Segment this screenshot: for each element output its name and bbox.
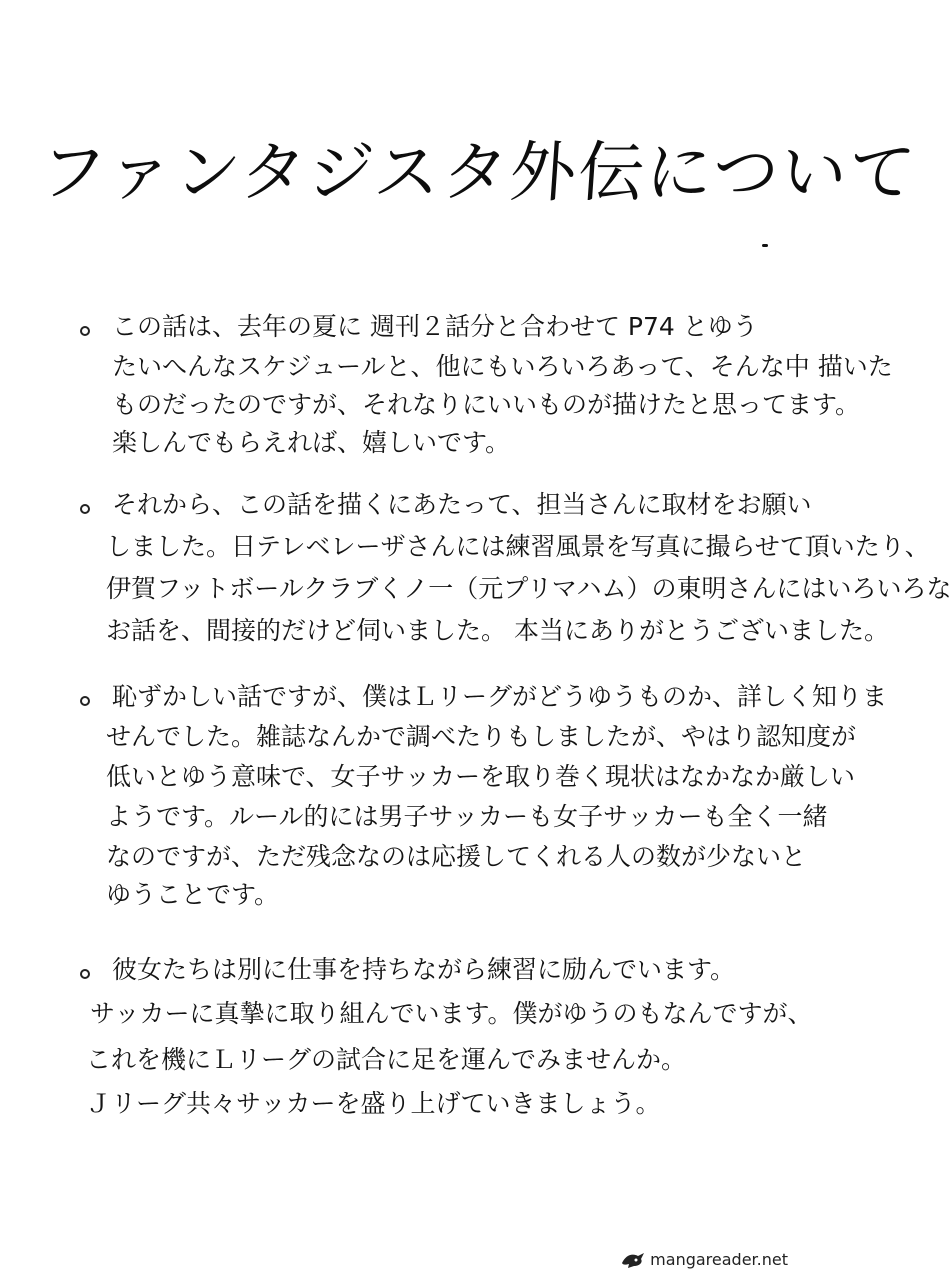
paragraph-line: 楽しんでもらえれば、嬉しいです。: [112, 428, 511, 457]
paragraph-line: 低いとゆう意味で、女子サッカーを取り巻く現状はなかなか厳しい: [106, 762, 856, 791]
paragraph-line: 伊賀フットボールクラブくノ一（元プリマハム）の東明さんにはいろいろな: [106, 574, 952, 603]
paragraph-line: これを機にＬリーグの試合に足を運んでみませんか。: [86, 1045, 687, 1074]
title-period: [762, 244, 768, 247]
bullet-icon: [80, 696, 90, 706]
paragraph-line: 彼女たちは別に仕事を持ちながら練習に励んでいます。: [112, 955, 736, 984]
bullet-icon: [80, 326, 90, 336]
mangareader-logo-icon: [620, 1251, 646, 1269]
paragraph-line: この話は、去年の夏に 週刊２話分と合わせて P74 とゆう: [112, 312, 758, 341]
page-title: ファンタジスタ外伝について: [37, 134, 920, 211]
bullet-icon: [80, 504, 90, 514]
watermark: [620, 1250, 788, 1269]
paragraph-line: 恥ずかしい話ですが、僕はＬリーグがどうゆうものか、詳しく知りま: [112, 682, 888, 711]
paragraph-line: ようです。ルール的には男子サッカーも女子サッカーも全く一緒: [106, 802, 828, 831]
paragraph-line: ものだったのですが、それなりにいいものが描けたと思ってます。: [112, 390, 861, 419]
paragraph-line: サッカーに真摯に取り組んでいます。僕がゆうのもなんですが、: [90, 999, 813, 1028]
paragraph-line: Ｊリーグ共々サッカーを盛り上げていきましょう。: [86, 1089, 661, 1118]
paragraph-line: ゆうことです。: [106, 880, 280, 909]
paragraph-line: せんでした。雑誌なんかで調べたりもしましたが、やはり認知度が: [106, 722, 857, 751]
paragraph-line: なのですが、ただ残念なのは応援してくれる人の数が少ないと: [106, 842, 807, 871]
paragraph-line: たいへんなスケジュールと、他にもいろいろあって、そんな中 描いた: [112, 352, 893, 381]
paragraph-line: お話を、間接的だけど伺いました。 本当にありがとうございました。: [106, 616, 889, 645]
watermark-text: mangareader.net: [650, 1250, 788, 1269]
paragraph-line: それから、この話を描くにあたって、担当さんに取材をお願い: [112, 490, 812, 519]
bullet-icon: [80, 969, 90, 979]
paragraph-line: しました。日テレベレーザさんには練習風景を写真に撮らせて頂いたり、: [106, 532, 930, 561]
